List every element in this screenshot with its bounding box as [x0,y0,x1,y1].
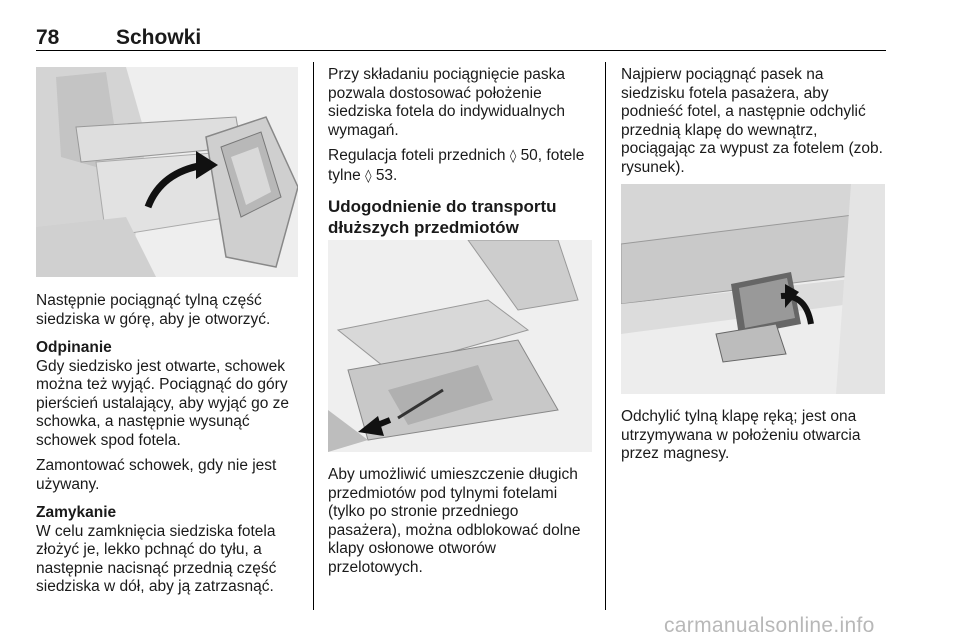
figure-caption: Odchylić tylną klapę ręką; jest ona utrzymywana w położeniu otwarcia przez magnesy. [621,408,861,462]
page-header [36,26,886,50]
column-2 [328,66,596,248]
paragraph: W celu zamknięcia siedziska fotela złożyć je, lekko pchnąć do tyłu, a następnie nacisnąć przednią część siedziska w dół, aby ją zatrzasnąć. [36,522,277,595]
figure-under-seat-flaps [328,240,592,452]
ref-lead: Regulacja foteli przednich [328,147,506,164]
column-3 [621,66,887,184]
figure-rear-flap [621,184,885,394]
paragraph: Zamontować schowek, gdy nie jest używany. [36,457,277,493]
section-heading-odpinanie: Odpinanie [36,339,112,356]
paragraph: Przy składaniu pociągnięcie paska pozwala dostosować położenie siedziska fotela do indywidualnych wymagań. [328,66,565,139]
section-heading-transport: Udogodnienie do transportu dłuższych przedmiotów [328,197,557,237]
page-ref-link[interactable]: 53. [375,166,398,184]
paragraph: Najpierw pociągnąć pasek na siedzisku fotela pasażera, aby podnieść fotel, a następnie odchylić przednią klapę do wewnątrz, pociągając za wypust za fotelem (zob. rysunek). [621,66,883,176]
figure-caption: Następnie pociągnąć tylną część siedziska w górę, aby je otworzyć. [36,292,271,328]
chapter-title: Schowki [116,26,202,49]
column-divider [313,62,314,610]
section-heading-zamykanie: Zamykanie [36,504,117,521]
column-2-caption [328,466,594,584]
watermark: carmanualsonline.info [664,614,875,637]
figure-caption: Aby umożliwić umieszczenie długich przedmiotów pod tylnymi fotelami (tylko po stronie przedniego pasażera), można odblokować dolne klapy osłonowe otworów przelotowych. [328,466,581,576]
cross-reference-paragraph [328,147,596,186]
ref-arrow-icon: ◊ [509,149,517,164]
column-1 [36,292,302,604]
page-ref-link[interactable]: 50, fotele tylne [328,147,585,184]
page-number: 78 [36,26,60,49]
ref-arrow-icon: ◊ [365,168,372,184]
column-3-caption [621,408,887,471]
figure-seat-open [36,67,298,277]
column-divider [605,62,606,610]
paragraph: Gdy siedzisko jest otwarte, schowek można też wyjąć. Pociągnąć do góry pierścień ustalający, aby wyjąć go ze schowka, a następnie wysunąć schowek spod fotela. [36,357,290,449]
header-rule [36,50,886,51]
